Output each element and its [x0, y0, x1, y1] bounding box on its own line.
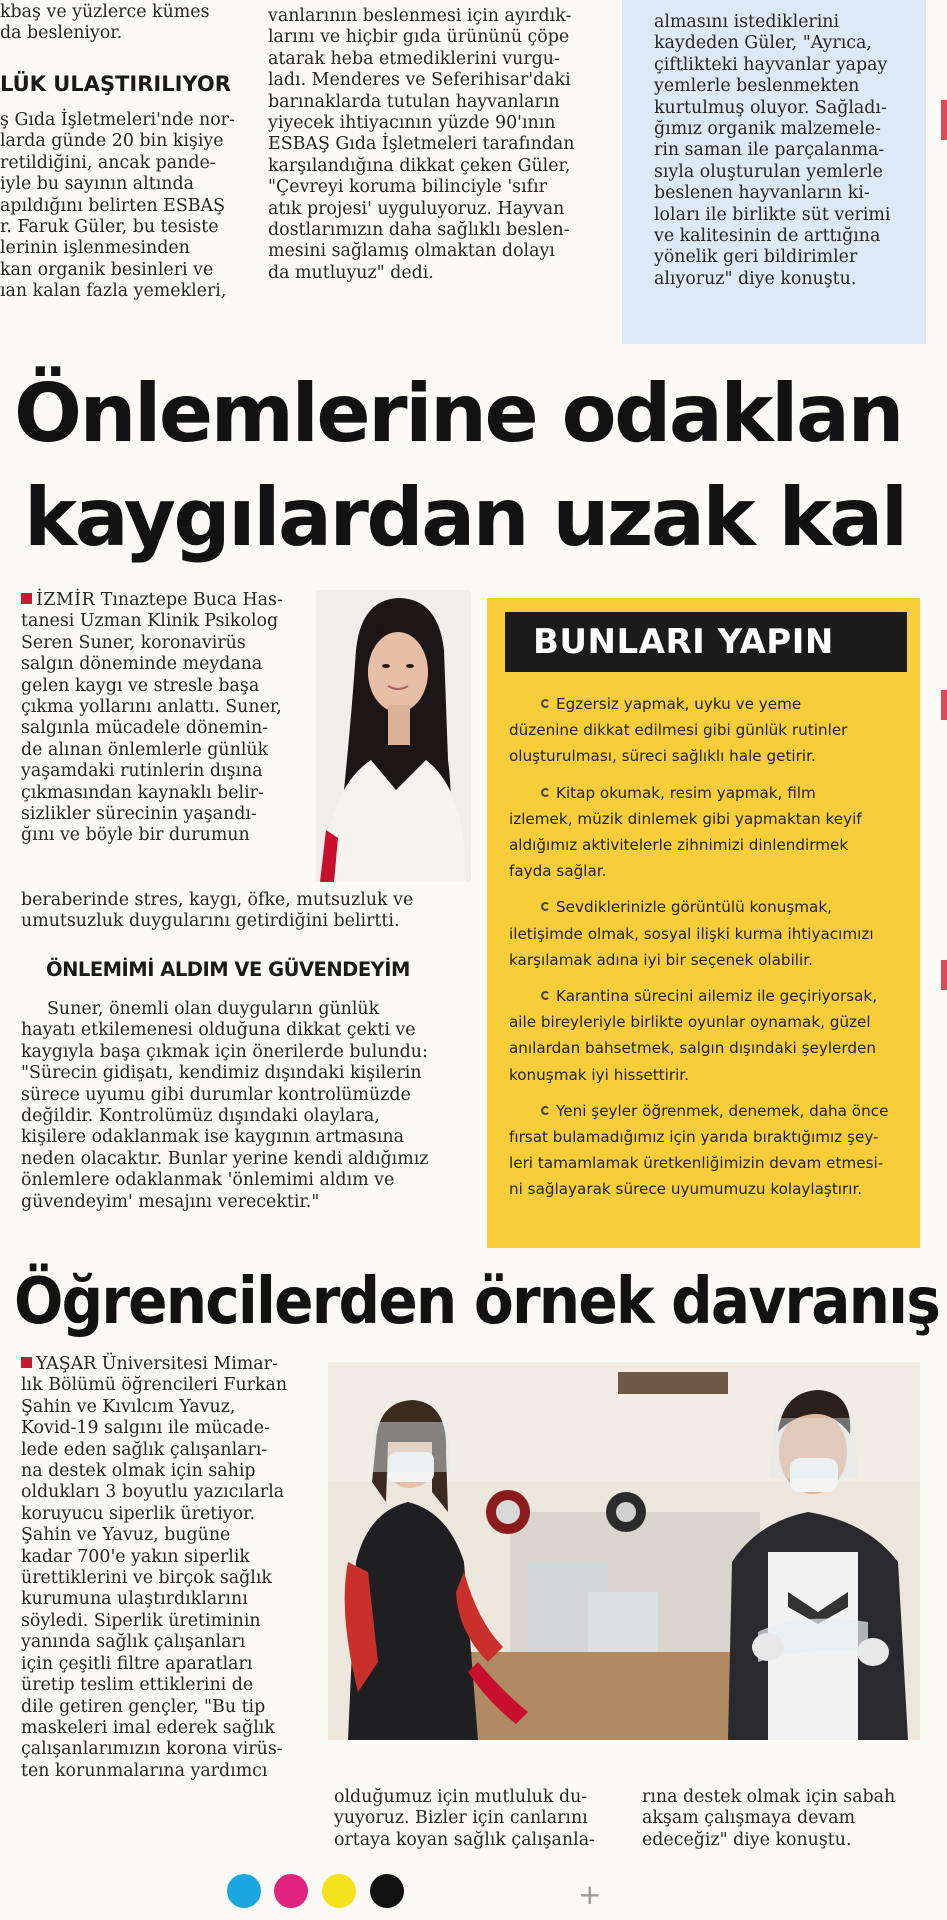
text-line: ortaya koyan sağlık çalışanla-: [334, 1829, 595, 1850]
tip-item: [509, 983, 905, 1088]
text-line: kurumuna ulaştırdıklarını: [21, 1589, 248, 1610]
text-line: beslenen hayvanların ki-: [654, 183, 870, 204]
text-line: kurtulmuş oluyor. Sağladı-: [654, 97, 887, 118]
text-line: ıan kalan fazla yemekleri,: [0, 281, 227, 302]
article-2-col-1: [21, 1354, 321, 1782]
text-line: lede eden sağlık çalışanları-: [21, 1439, 268, 1460]
text-line: atık projesi' uyguluyoruz. Hayvan: [268, 198, 565, 219]
tip-line: aldığımız aktivitelerle zihnimizi dinlendirmek: [509, 836, 849, 855]
text-line: vanlarının beslenmesi için ayırdık-: [268, 6, 572, 26]
text-line: kadar 700'e yakın siperlik: [21, 1546, 250, 1567]
text-line: yanında sağlık çalışanları: [21, 1632, 246, 1653]
text-line: ten korunmalarına yardımcı: [21, 1760, 268, 1781]
magenta-dot-icon: [274, 1874, 308, 1908]
text-line: kan organik besinleri ve: [0, 259, 214, 280]
tip-line: düzenine dikkat edilmesi gibi günlük rutinler: [509, 721, 848, 740]
text-line: önlemlere odaklanmak 'önlemimi aldım ve: [21, 1170, 395, 1191]
text-line: beraberinde stres, kaygı, öfke, mutsuzluk ve: [21, 890, 414, 910]
circle-bullet-icon: [541, 1106, 550, 1115]
tip-line: Sevdiklerinizle görüntülü konuşmak,: [509, 894, 905, 920]
text-line: da mutluyuz" dedi.: [268, 262, 434, 283]
tips-sidebar: [487, 598, 920, 1248]
text-line: apıldığını belirten ESBAŞ: [0, 195, 226, 216]
page-edge-strip: [941, 100, 947, 140]
article-1-subhead: ÖNLEMİMİ ALDIM VE GÜVENDEYİM: [46, 958, 410, 981]
crosshair-icon: +: [578, 1878, 602, 1911]
text-line: rına destek olmak için sabah: [642, 1787, 896, 1807]
black-dot-icon: [370, 1874, 404, 1908]
text-line: loları ile birlikte süt verimi: [654, 204, 891, 225]
text-line: salgın döneminde meydana: [21, 654, 263, 675]
text-line: kişilere odaklanmak ise kaygının artmasına: [21, 1127, 404, 1148]
text-line: almasını istediklerini: [654, 12, 840, 32]
text-line: üretip teslim ettiklerini de: [21, 1675, 254, 1696]
tip-line: leri tamamlamak üretkenliğimizin devam etmesi-: [509, 1154, 884, 1173]
article-1-first-text: Tınaztepe Buca Has-: [100, 590, 283, 610]
text-line: değildir. Kontrolümüz dışındaki olaylara,: [21, 1106, 380, 1127]
text-line: dostlarımızın daha sağlıklı beslen-: [268, 220, 570, 241]
text-line: akşam çalışmaya devam: [642, 1808, 856, 1829]
text-line: tanesi Uzman Klinik Psikolog: [21, 611, 279, 632]
top-col-3: [654, 12, 924, 290]
cyan-dot-icon: [227, 1874, 261, 1908]
tip-line: konuşmak iyi hissettirir.: [509, 1065, 689, 1084]
tip-item: [509, 691, 905, 770]
article-2-location: YAŞAR: [36, 1354, 97, 1374]
tip-line: fayda sağlar.: [509, 862, 607, 881]
tips-sidebar-title: BUNLARI YAPIN: [505, 612, 907, 672]
text-line: koruyucu siperlik üretiyor.: [21, 1503, 256, 1524]
text-line: yönelik geri bildirimler: [654, 247, 858, 268]
tip-item: [509, 894, 905, 973]
text-line: yuyoruz. Bizler için canlarını: [334, 1808, 588, 1829]
text-line: rin saman ile parçalanma-: [654, 140, 885, 161]
text-line: kaygıyla başa çıkmak için önerilerde bulundu:: [21, 1041, 428, 1062]
text-line: larını ve hiçbir gıda ürününü çöpe: [268, 27, 570, 48]
tip-item: [509, 1098, 905, 1203]
text-line: edeceğiz" diye konuştu.: [642, 1829, 852, 1850]
tip-line: fırsat bulamadığımız için yarıda bıraktığımız şey-: [509, 1128, 879, 1147]
text-line: maskeleri imal ederek sağlık: [21, 1717, 275, 1738]
tip-line: Kitap okumak, resim yapmak, film: [509, 780, 905, 806]
text-line: yaşamdaki rutinlerin dışına: [21, 761, 263, 782]
headline-2: Öğrencilerden örnek davranış: [14, 1265, 939, 1339]
text-line: çiftlikteki hayvanlar yapay: [654, 54, 888, 75]
tip-line: aile bireyleriyle birlikte oyunlar oynamak, güzel: [509, 1013, 871, 1032]
text-line: salgınla mücadele dönemin-: [21, 718, 269, 739]
tip-line: anılardan bahsetmek, salgın dışındaki şeylerden: [509, 1039, 876, 1058]
text-line: için çeşitli filtre aparatları: [21, 1653, 253, 1674]
text-line: Kovid-19 salgını ile mücade-: [21, 1418, 270, 1439]
tip-line: izlemek, müzik dinlemek gibi yapmaktan keyif: [509, 809, 862, 828]
article-1-body: [21, 999, 471, 1213]
text-line: çalışanlarımızın korona virüs-: [21, 1739, 283, 1760]
page-edge-strip: [941, 960, 947, 990]
text-line: yiyecek ihtiyacının yüzde 90'ının: [268, 113, 556, 134]
circle-bullet-icon: [541, 991, 550, 1000]
text-line: gelen kaygı ve stresle başa: [21, 675, 260, 696]
text-line: sürece uyumu gibi durumlar kontrolümüzde: [21, 1084, 411, 1105]
text-line: da besleniyor.: [0, 23, 123, 44]
tip-line: iletişimde olmak, sosyal ilişki kurma ihtiyacımızı: [509, 924, 874, 943]
text-line: umutsuzluk duygularını getirdiğini belirtti.: [21, 911, 400, 932]
article-2-col-3: [642, 1787, 932, 1851]
text-line: sıyla oluşturulan yemlerle: [654, 161, 883, 182]
text-line: kaydeden Güler, "Ayrıca,: [654, 33, 872, 54]
tip-line: Karantina sürecini ailemiz ile geçiriyorsak,: [509, 983, 905, 1009]
top-col-1-body: [0, 110, 235, 303]
text-line: çıkmasından kaynaklı belir-: [21, 782, 264, 803]
text-line: söyledi. Siperlik üretiminin: [21, 1610, 261, 1631]
text-line: lerinin işlenmesinden: [0, 238, 190, 259]
text-line: kbaş ve yüzlerce kümes: [0, 2, 210, 22]
circle-bullet-icon: [541, 902, 550, 911]
tip-line: ni sağlayarak sürece uyumumuzu kolaylaştırır.: [509, 1180, 863, 1199]
bullet-square-icon: [21, 1357, 32, 1368]
text-line: ürettiklerini ve birçok sağlık: [21, 1568, 272, 1589]
text-line: barınaklarda tutulan hayvanların: [268, 91, 560, 112]
top-col-1: [0, 2, 230, 45]
headline-1-line-2: kaygılardan uzak kal: [24, 471, 906, 564]
text-line: güvendeyim' mesajını verecektir.": [21, 1191, 320, 1212]
circle-bullet-icon: [541, 788, 550, 797]
page-edge-strip: [941, 690, 947, 720]
text-line: Şahin ve Yavuz, bugüne: [21, 1525, 231, 1546]
text-line: neden olacaktır. Bunlar yerine kendi aldığımız: [21, 1148, 429, 1169]
text-line: Suner, önemli olan duyguların günlük: [47, 999, 380, 1019]
text-line: ğımız organik malzemele-: [654, 119, 881, 140]
text-line: ş Gıda İşletmeleri'nde nor-: [0, 110, 235, 130]
article-1-first-line: [21, 590, 311, 611]
text-line: karşılandığına dikkat çeken Güler,: [268, 155, 571, 176]
text-line: Şahin ve Kıvılcım Yavuz,: [21, 1396, 236, 1417]
text-line: na destek olmak için sahip: [21, 1461, 256, 1482]
tips-list: [509, 691, 905, 1213]
article-2-first-line: [21, 1354, 321, 1375]
text-line: mesini sağlamış olmaktan dolayı: [268, 241, 555, 262]
top-col-2: [268, 6, 608, 284]
article-1-wide: [21, 890, 471, 933]
text-line: ESBAŞ Gıda İşletmeleri tarafından: [268, 134, 575, 155]
text-line: alıyoruz" diye konuştu.: [654, 268, 857, 289]
yellow-dot-icon: [322, 1874, 356, 1908]
text-line: dile getiren gençler, "Bu tip: [21, 1696, 266, 1717]
article-2-first-text: Üniversitesi Mimar-: [101, 1354, 278, 1374]
text-line: lık Bölümü öğrencileri Furkan: [21, 1375, 288, 1396]
text-line: ve kalitesinin de arttığına: [654, 226, 881, 247]
bullet-square-icon: [21, 593, 32, 604]
text-line: Seren Suner, koronavirüs: [21, 632, 246, 653]
text-line: oldukları 3 boyutlu yazıcılarla: [21, 1482, 285, 1503]
text-line: "Sürecin gidişatı, kendimiz dışındaki kişilerin: [21, 1063, 422, 1084]
tip-line: Yeni şeyler öğrenmek, denemek, daha önce: [509, 1098, 905, 1124]
students-face-shield-photo: [328, 1362, 920, 1740]
tip-line: Egzersiz yapmak, uyku ve yeme: [509, 691, 905, 717]
text-line: "Çevreyi koruma bilinciyle 'sıfır: [268, 177, 547, 198]
text-line: larda günde 20 bin kişiye: [0, 131, 224, 152]
psychologist-portrait-photo: [316, 590, 471, 882]
headline-1-line-1: Önlemlerine odaklan: [14, 367, 902, 460]
text-line: yemlerle beslenmekten: [654, 76, 860, 97]
text-line: ğını ve böyle bir durumun: [21, 825, 250, 846]
article-1-location: İZMİR: [36, 590, 96, 610]
top-col-1-subhead: LÜK ULAŞTIRILIYOR: [0, 72, 231, 96]
text-line: de alınan önlemlerle günlük: [21, 739, 269, 760]
tip-line: oluşturulması, süreci sağlıklı hale getirir.: [509, 747, 816, 766]
article-1-lead: [21, 590, 311, 847]
text-line: hayatı etkilemenesi olduğuna dikkat çekti ve: [21, 1020, 416, 1041]
text-line: iyle bu sayının altında: [0, 174, 194, 195]
text-line: olduğumuz için mutluluk du-: [334, 1787, 588, 1807]
headline-1: [14, 362, 939, 570]
article-2-col-2: [334, 1787, 624, 1851]
tip-item: [509, 780, 905, 885]
text-line: ladı. Menderes ve Seferihisar'daki: [268, 70, 571, 91]
text-line: sizlikler sürecinin yaşandı-: [21, 804, 257, 825]
text-line: atarak heba etmediklerini vurgu-: [268, 48, 560, 69]
text-line: retildiğini, ancak pande-: [0, 152, 216, 173]
text-line: çıkma yollarını anlattı. Suner,: [21, 697, 282, 718]
tip-line: karşılamak adına iyi bir seçenek olabilir.: [509, 950, 813, 969]
text-line: r. Faruk Güler, bu tesiste: [0, 217, 219, 238]
circle-bullet-icon: [541, 699, 550, 708]
